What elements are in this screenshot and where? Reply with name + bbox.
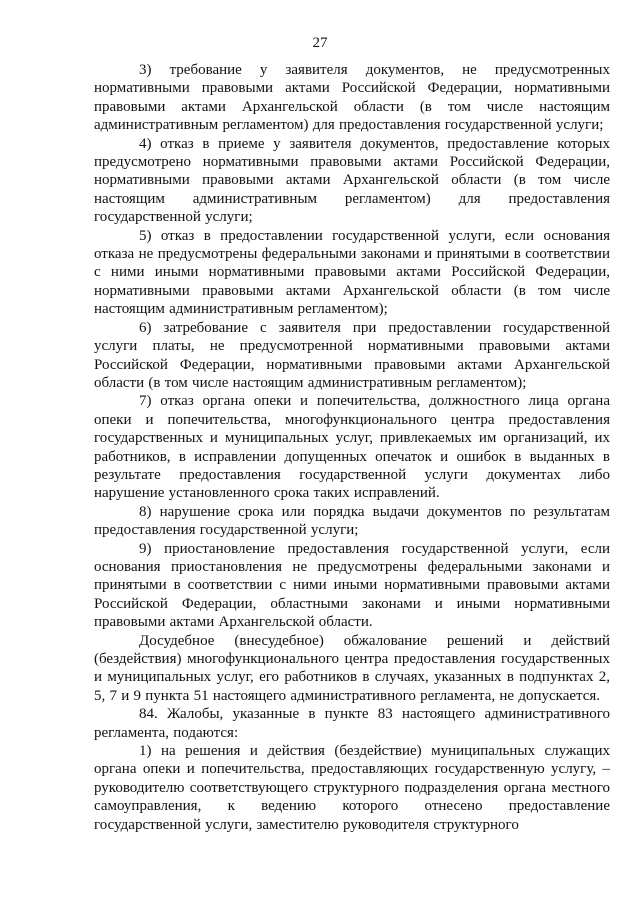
paragraph-84-intro: 84. Жалобы, указанные в пункте 83 настоящего административного регламента, подаются:	[94, 706, 610, 741]
paragraph-item-7: 7) отказ органа опеки и попечительства, должностного лица органа опеки и попечительства, многофункционального центра предоставления государственных и муниципальных услуг, привлекаемых им организаций, их работников, в исправлении допущенных опечаток и ошибок в выданных в результате предоставления государственной услуги документах либо нарушение установленного срока таких исправлений.	[94, 393, 610, 502]
paragraph-item-8: 8) нарушение срока или порядка выдачи документов по результатам предоставления государственной услуги;	[94, 503, 610, 539]
paragraph-item-4: 4) отказ в приеме у заявителя документов, предоставление которых предусмотрено нормативными правовыми актами Российской Федерации, нормативными правовыми актами Архангельской области (в том числе настоящим административным регламентом) для предоставления государственной услуги;	[94, 135, 610, 226]
document-body	[94, 61, 610, 834]
paragraph-pretrial-appeal: Досудебное (внесудебное) обжалование решений и действий (бездействия) многофункционального центра предоставления государственных и муниципальных услуг, его работников в случаях, указанных в подпунктах 2, 5, 7 и 9 пункта 51 настоящего административного регламента, не допускается.	[94, 632, 610, 704]
paragraph-item-5: 5) отказ в предоставлении государственной услуги, если основания отказа не предусмотрены федеральными законами и принятыми в соответствии с ними иными нормативными правовыми актами Российской Федерации, нормативными правовыми актами Архангельской области (в том числе настоящим административным регламентом);	[94, 227, 610, 318]
paragraph-84-item-1: 1) на решения и действия (бездействие) муниципальных служащих органа опеки и попечительства, предоставляющих государственную услугу, – руководителю соответствующего структурного подразделения органа местного самоуправления, к ведению которого отнесено предоставление государственной услуги, заместителю руководителя структурного	[94, 743, 610, 833]
paragraph-item-9: 9) приостановление предоставления государственной услуги, если основания приостановления не предусмотрены федеральными законами и принятыми в соответствии с ними иными нормативными правовыми актами Российской Федерации, областными законами и иными нормативными правовыми актами Архангельской области.	[94, 540, 610, 631]
paragraph-item-3: 3) требование у заявителя документов, не предусмотренных нормативными правовыми актами Российской Федерации, нормативными правовыми актами Архангельской области (в том числе настоящим административным регламентом) для предоставления государственной услуги;	[94, 62, 610, 134]
page-number: 27	[312, 35, 328, 51]
paragraph-item-6: 6) затребование с заявителя при предоставлении государственной услуги платы, не предусмотренной нормативными правовыми актами Российской Федерации, нормативными правовыми актами Архангельской области (в том числе настоящим административным регламентом);	[94, 319, 610, 391]
